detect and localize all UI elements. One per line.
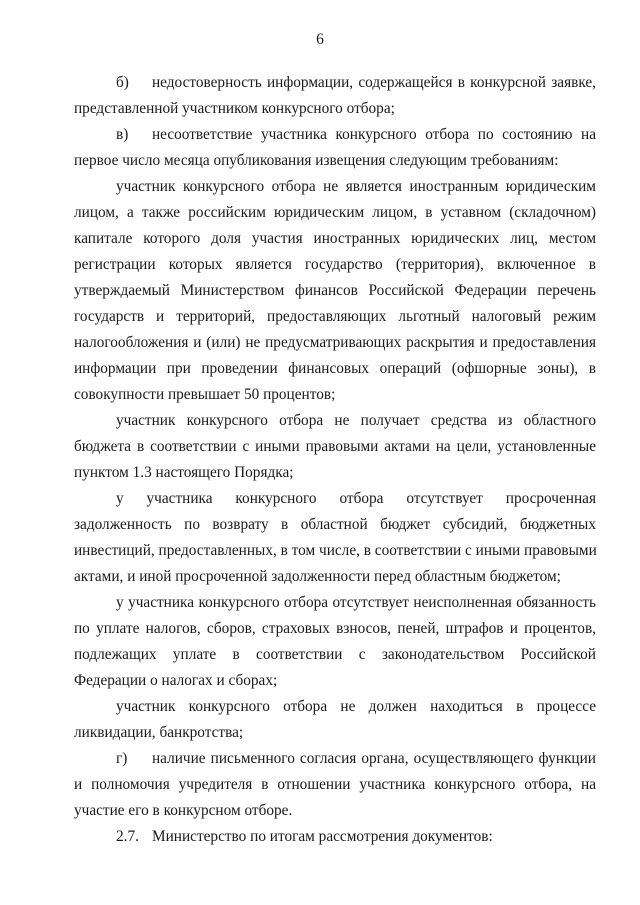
text-line: наличие письменного согласия органа, осуществляющего функции (152, 750, 596, 767)
text-line: и полномочия учредителя в отношении участника конкурсного отбора, на (74, 776, 596, 793)
text-line: несоответствие участника конкурсного отбора по состоянию на (152, 126, 596, 143)
text-line: инвестиций, предоставленных, в том числе, в соответствии с иными правовыми (74, 542, 597, 559)
text-line: участие его в конкурсном отборе. (74, 802, 293, 819)
text-line: у участника конкурсного отбора отсутствует просроченная (116, 490, 596, 507)
text-line: лицом, а также российским юридическим лицом, в уставном (складочном) (74, 204, 596, 221)
text-line: Федерации о налогах и сборах; (74, 672, 278, 689)
text-line: первое число месяца опубликования извещения следующим требованиям: (74, 152, 559, 169)
text-line: Министерство по итогам рассмотрения документов: (152, 828, 493, 845)
text-line: задолженность по возврату в областной бюджет субсидий, бюджетных (74, 516, 596, 533)
text-line: капитале которого доля участия иностранных юридических лиц, местом (74, 230, 596, 247)
text-line: совокупности превышает 50 процентов; (74, 386, 336, 403)
item-label-b: б) (116, 74, 129, 91)
text-line: пунктом 1.3 настоящего Порядка; (74, 464, 294, 481)
text-line: у участника конкурсного отбора отсутствует неисполненная обязанность (116, 594, 596, 611)
text-line: налогообложения и (или) не предусматривающих раскрытия и предоставления (74, 334, 596, 351)
section-number: 2.7. (116, 828, 139, 845)
text-line: по уплате налогов, сборов, страховых взносов, пеней, штрафов и процентов, (74, 620, 596, 637)
text-line: участник конкурсного отбора не является иностранным юридическим (116, 178, 596, 195)
text-line: информации при проведении финансовых операций (офшорные зоны), в (74, 360, 596, 377)
item-label-v: в) (116, 126, 129, 143)
page-number: 6 (316, 31, 324, 48)
text-line: подлежащих уплате в соответствии с законодательством Российской (74, 646, 596, 663)
text-line: бюджета в соответствии с иными правовыми актами на цели, установленные (74, 438, 596, 455)
text-line: актами, и иной просроченной задолженности перед областным бюджетом; (74, 568, 561, 585)
text-line: участник конкурсного отбора не должен находиться в процессе (116, 698, 596, 715)
text-line: участник конкурсного отбора не получает средства из областного (116, 412, 596, 429)
text-line: регистрации которых является государство (территория), включенное в (74, 256, 596, 273)
text-line: утверждаемый Министерством финансов Российской Федерации перечень (74, 282, 596, 299)
text-line: недостоверность информации, содержащейся в конкурсной заявке, (152, 74, 596, 91)
text-line: государств и территорий, предоставляющих льготный налоговый режим (74, 308, 596, 325)
text-line: представленной участником конкурсного отбора; (74, 100, 395, 117)
text-line: ликвидации, банкротства; (74, 724, 244, 741)
item-label-g: г) (116, 750, 128, 767)
